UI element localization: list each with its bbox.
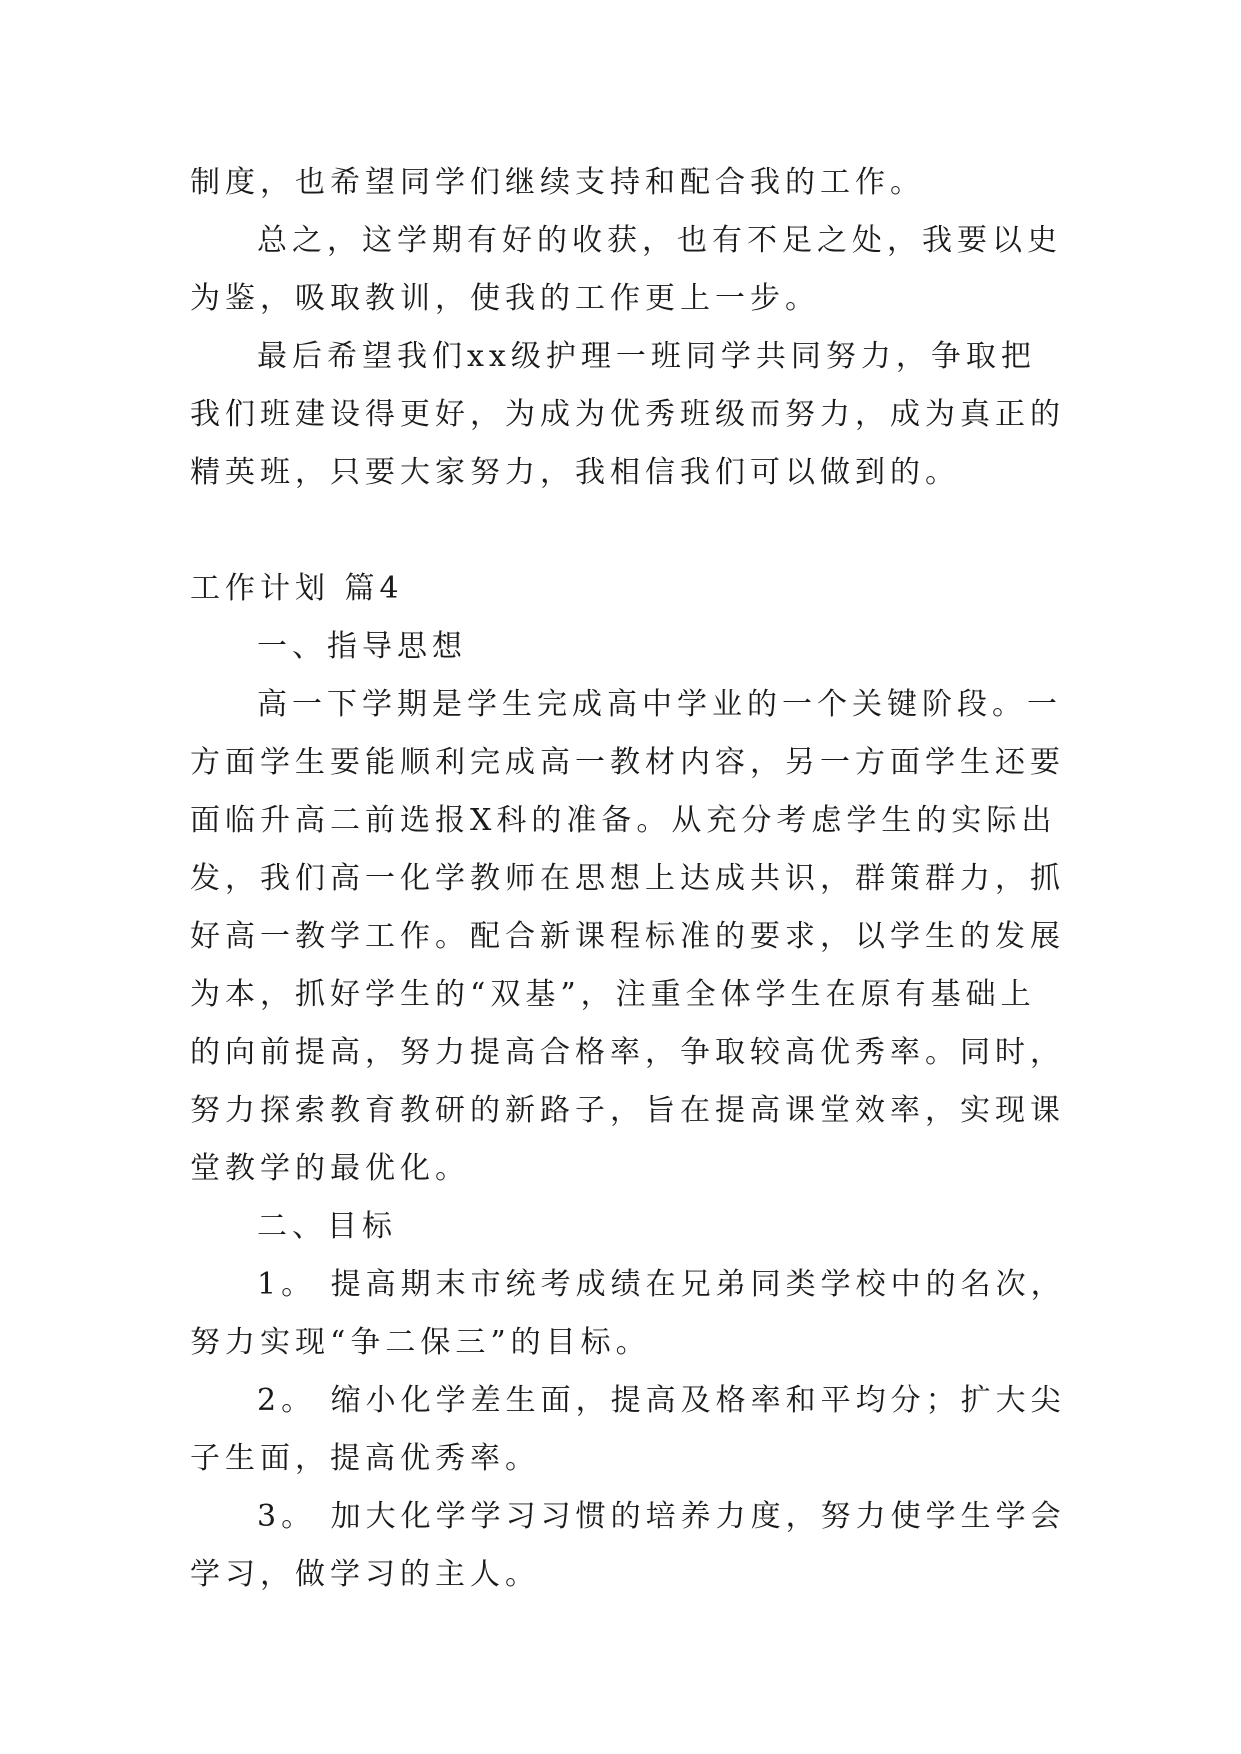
paragraph-summary: 总之，这学期有好的收获，也有不足之处，我要以史为鉴，吸取教训，使我的工作更上一步。 — [190, 223, 1062, 316]
goal-item-2: 2。 缩小化学差生面，提高及格率和平均分；扩大尖子生面，提高优秀率。 — [190, 1383, 1066, 1476]
paragraph-guiding-ideology: 高一下学期是学生完成高中学业的一个关键阶段。一方面学生要能顺利完成高一教材内容，另一方面学生还要面临升高二前选报X科的准备。从充分考虑学生的实际出发，我们高一化学教师在思想上达成共识，群策群力，抓好高一教学工作。配合新课程标准的要求，以学生的发展为本，抓好学生的“双基”，注重全体学生在原有基础上的向前提高，努力提高合格率，争取较高优秀率。同时，努力探索教育教研的新路子，旨在提高课堂效率，实现课堂教学的最优化。 — [190, 687, 1065, 1186]
paragraph-closing: 最后希望我们xx级护理一班同学共同努力，争取把我们班建设得更好，为成为优秀班级而努力，成为真正的精英班，只要大家努力，我相信我们可以做到的。 — [190, 339, 1065, 490]
heading-goals: 二、目标 — [257, 1209, 397, 1244]
paragraph-continuation: 制度，也希望同学们继续支持和配合我的工作。 — [190, 165, 925, 200]
section-title: 工作计划 篇4 — [190, 571, 404, 606]
goal-item-3: 3。 加大化学学习习惯的培养力度，努力使学生学会学习，做学习的主人。 — [190, 1499, 1066, 1592]
heading-guiding-ideology: 一、指导思想 — [257, 629, 467, 664]
document-body — [190, 154, 1070, 1604]
goal-item-1: 1。 提高期末市统考成绩在兄弟同类学校中的名次，努力实现“争二保三”的目标。 — [190, 1267, 1066, 1360]
